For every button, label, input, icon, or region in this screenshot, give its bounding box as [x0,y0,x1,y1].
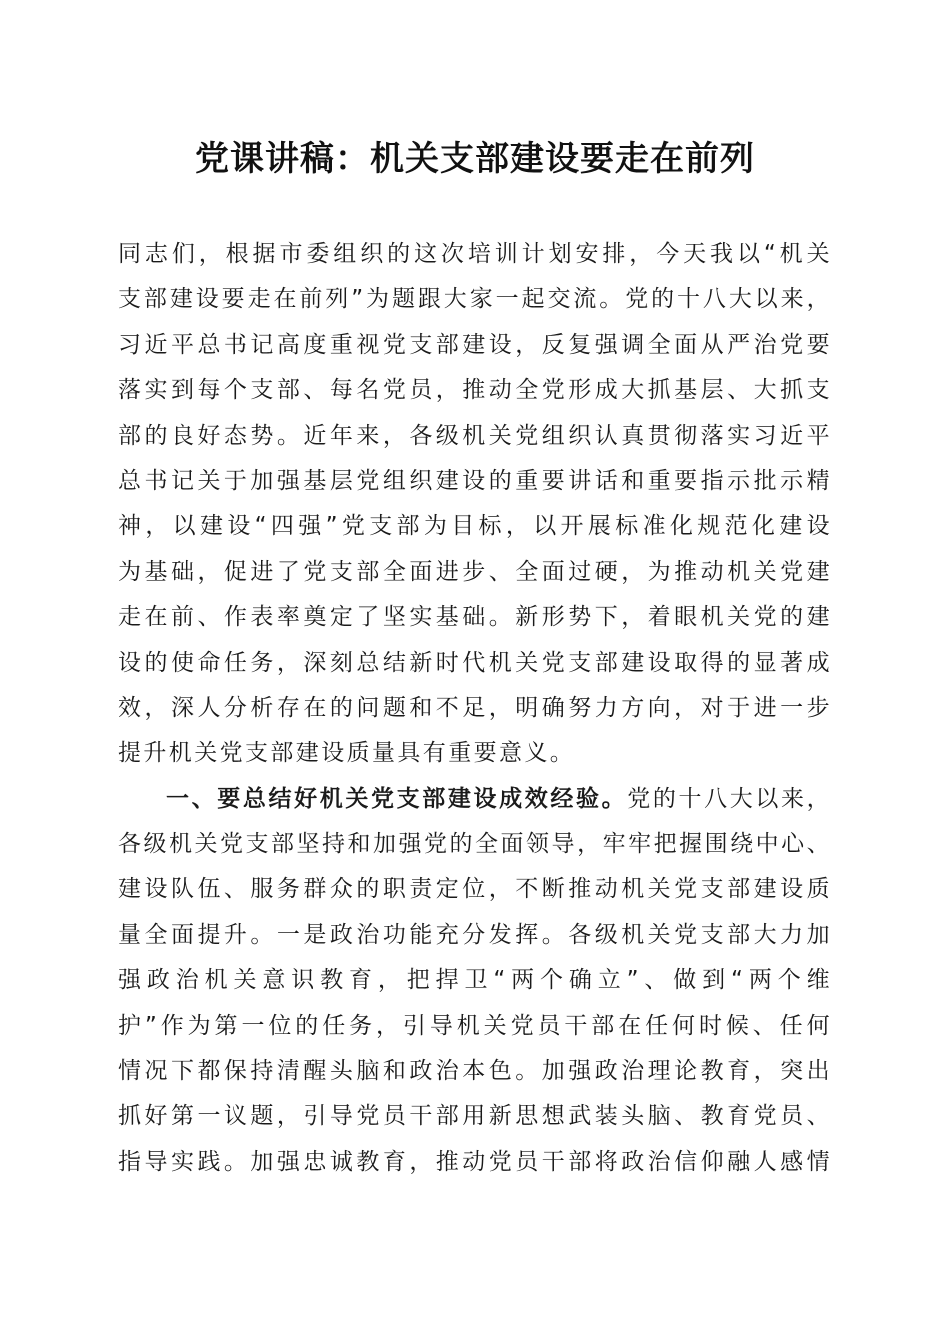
text-line: 量全面提升。一是政治功能充分发挥。各级机关党支部大力加 [118,921,832,948]
text-line: 同志们，根据市委组织的这次培训计划安排，今天我以“机关 [118,241,832,267]
text-line: 总书记关于加强基层党组织建设的重要讲话和重要指示批示精 [118,467,832,494]
section-heading-line [118,777,832,822]
text-line: 各级机关党支部坚持和加强党的全面领导，牢牢把握围绕中心、 [118,831,832,858]
paragraph-intro [118,232,832,777]
text-line: 情况下都保持清醒头脑和政治本色。加强政治理论教育，突出 [118,1058,832,1085]
text-line: 建设队伍、服务群众的职责定位，不断推动机关党支部建设质 [118,876,832,903]
text-line: 提升机关党支部建设质量具有重要意义。 [118,740,576,767]
section-heading: 一、要总结好机关党支部建设成效经验。 [166,785,628,812]
text-line: 护”作为第一位的任务，引导机关党员干部在任何时候、任何 [118,1012,832,1039]
text-line: 落实到每个支部、每名党员，推动全党形成大抓基层、大抓支 [118,377,832,404]
paragraph-section-1 [118,777,832,1186]
text-line: 支部建设要走在前列”为题跟大家一起交流。党的十八大以来， [118,286,832,313]
text-line: 抓好第一议题，引导党员干部用新思想武装头脑、教育党员、 [118,1103,832,1130]
document-title: 党课讲稿：机关支部建设要走在前列 [195,139,755,179]
text-line: 为基础，促进了党支部全面进步、全面过硬，为推动机关党建 [118,558,832,585]
text-line: 指导实践。加强忠诚教育，推动党员干部将政治信仰融人感情 [118,1148,832,1175]
text-line: 设的使命任务，深刻总结新时代机关党支部建设取得的显著成 [118,649,832,676]
text-line: 走在前、作表率奠定了坚实基础。新形势下，着眼机关党的建 [118,604,832,631]
text-line: 效，深人分析存在的问题和不足，明确努力方向，对于进一步 [118,694,832,721]
text-line: 强政治机关意识教育，把捍卫“两个确立”、做到“两个维 [118,967,832,994]
text-line: 部的良好态势。近年来，各级机关党组织认真贯彻落实习近平 [118,422,832,449]
text-line: 神，以建设“四强”党支部为目标，以开展标准化规范化建设 [118,513,832,540]
text-line: 习近平总书记高度重视党支部建设，反复强调全面从严治党要 [118,331,832,358]
section-heading-rest: 党的十八大以来， [627,785,832,812]
document-body [118,232,832,1185]
